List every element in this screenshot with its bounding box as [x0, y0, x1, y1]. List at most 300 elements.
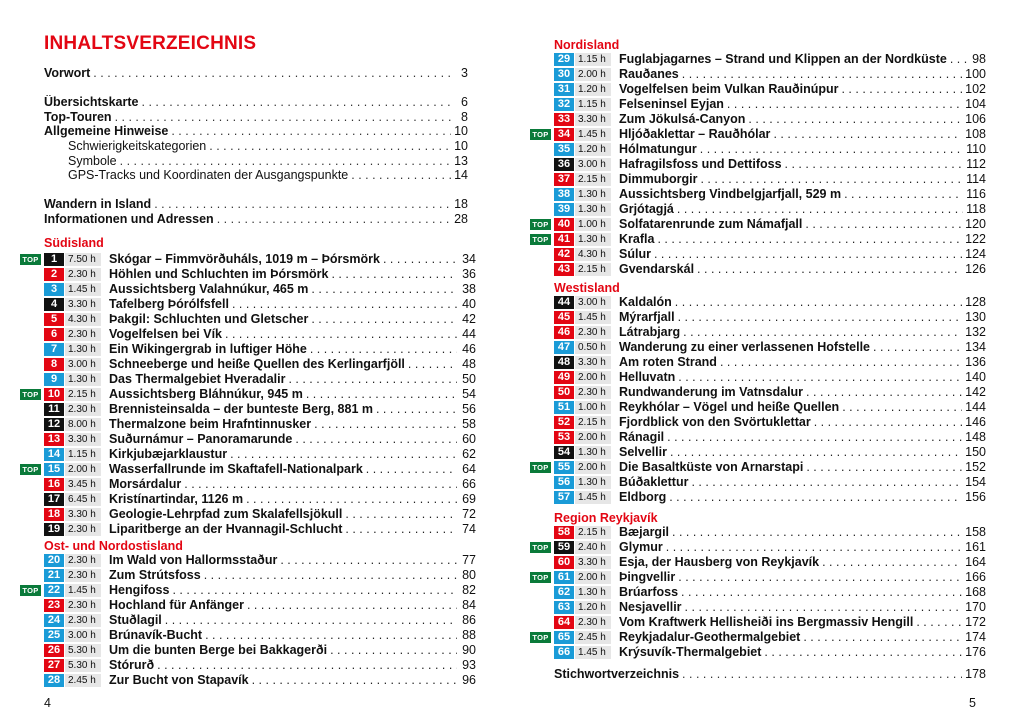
route-title: Nesjavellir — [619, 600, 682, 614]
dot-leader — [669, 490, 962, 505]
dot-leader — [677, 202, 963, 217]
route-entry[interactable] — [532, 127, 986, 142]
dot-leader — [682, 667, 962, 682]
route-duration: 1.00 h — [575, 401, 611, 414]
route-number-badge: 9 — [44, 373, 64, 386]
dot-leader — [773, 127, 962, 142]
route-entry[interactable] — [554, 142, 986, 157]
route-entry[interactable] — [22, 462, 476, 477]
route-title: Krafla — [619, 232, 655, 246]
top-tour-badge: TOP — [530, 542, 551, 553]
route-duration: 4.30 h — [575, 248, 611, 261]
route-title: Solfatarenrunde zum Námafjall — [619, 217, 803, 231]
dot-leader — [232, 297, 457, 312]
entry-page: 10 — [454, 124, 468, 139]
dot-leader — [311, 312, 457, 327]
route-page: 98 — [972, 52, 986, 66]
route-page: 48 — [462, 357, 476, 371]
top-tour-badge: TOP — [530, 129, 551, 140]
route-duration: 3.30 h — [575, 356, 611, 369]
route-number-badge: 20 — [44, 554, 64, 567]
route-entry[interactable] — [532, 460, 986, 475]
route-list-suedisland — [22, 252, 476, 537]
route-page: 146 — [965, 415, 986, 429]
route-entry[interactable] — [554, 97, 986, 112]
route-entry[interactable] — [554, 82, 986, 97]
route-title: Am roten Strand — [619, 355, 717, 369]
route-number-badge: 4 — [44, 298, 64, 311]
route-title: Ein Wikingergrab in luftiger Höhe — [109, 342, 307, 356]
route-entry[interactable] — [554, 475, 986, 490]
dot-leader — [764, 645, 962, 660]
route-entry[interactable] — [44, 327, 476, 342]
route-entry[interactable] — [44, 673, 476, 688]
route-entry[interactable] — [44, 598, 476, 613]
index-entry[interactable] — [554, 667, 986, 682]
route-title: Die Basaltküste von Arnarstapi — [619, 460, 804, 474]
route-page: 122 — [965, 232, 986, 246]
dot-leader — [700, 142, 963, 157]
route-number-badge: 48 — [554, 356, 574, 369]
dot-leader — [366, 462, 457, 477]
route-title: Hafragilsfoss und Dettifoss — [619, 157, 782, 171]
dot-leader — [803, 630, 962, 645]
route-page: 90 — [462, 643, 476, 657]
dot-leader — [748, 112, 962, 127]
route-duration: 1.15 h — [575, 53, 611, 66]
route-title: Wanderung zu einer verlassenen Hofstelle — [619, 340, 870, 354]
route-page: 148 — [965, 430, 986, 444]
dot-leader — [678, 570, 962, 585]
route-entry[interactable] — [554, 310, 986, 325]
route-number-badge: 19 — [44, 523, 64, 536]
route-entry[interactable] — [554, 247, 986, 262]
route-page: 176 — [965, 645, 986, 659]
route-title: Reykjadalur-Geothermalgebiet — [619, 630, 801, 644]
route-page: 166 — [965, 570, 986, 584]
route-number-badge: 1 — [44, 253, 64, 266]
route-number-badge: 39 — [554, 203, 574, 216]
route-title: Zur Bucht von Stapavík — [109, 673, 249, 687]
route-title: Liparitberge an der Hvannagil-Schlucht — [109, 522, 343, 536]
route-entry[interactable] — [44, 643, 476, 658]
route-page: 161 — [965, 540, 986, 554]
spacer — [44, 81, 468, 96]
route-entry[interactable] — [554, 157, 986, 172]
route-entry[interactable] — [44, 357, 476, 372]
route-page: 86 — [462, 613, 476, 627]
entry-page: 14 — [454, 168, 468, 183]
route-duration: 0.50 h — [575, 341, 611, 354]
route-duration: 1.20 h — [575, 83, 611, 96]
dot-leader — [675, 295, 962, 310]
route-duration: 1.30 h — [575, 586, 611, 599]
dot-leader — [822, 555, 962, 570]
route-page: 116 — [966, 187, 986, 201]
route-duration: 1.15 h — [65, 448, 101, 461]
dot-leader — [666, 540, 962, 555]
route-duration: 1.30 h — [65, 373, 101, 386]
front-matter-entry[interactable] — [44, 212, 468, 227]
dot-leader — [306, 387, 457, 402]
route-title: Aussichtsberg Bláhnúkur, 945 m — [109, 387, 303, 401]
route-entry[interactable] — [554, 355, 986, 370]
dot-leader — [950, 52, 967, 67]
route-duration: 4.30 h — [65, 313, 101, 326]
route-number-badge: 55 — [554, 461, 574, 474]
route-page: 82 — [462, 583, 476, 597]
route-page: 38 — [462, 282, 476, 296]
route-entry[interactable] — [554, 325, 986, 340]
route-page: 36 — [462, 267, 476, 281]
route-duration: 2.45 h — [65, 674, 101, 687]
route-number-badge: 17 — [44, 493, 64, 506]
route-number-badge: 6 — [44, 328, 64, 341]
route-entry[interactable] — [44, 417, 476, 432]
route-list-ost-nordostisland — [22, 553, 476, 688]
route-entry[interactable] — [554, 340, 986, 355]
dot-leader — [785, 157, 964, 172]
front-matter-entry[interactable] — [44, 154, 468, 169]
route-page: 142 — [965, 385, 986, 399]
route-entry[interactable] — [44, 432, 476, 447]
route-entry[interactable] — [554, 52, 986, 67]
route-entry[interactable] — [554, 295, 986, 310]
top-tour-badge: TOP — [20, 389, 41, 400]
route-title: Fjordblick von den Svörtuklettar — [619, 415, 811, 429]
route-page: 50 — [462, 372, 476, 386]
route-duration: 1.30 h — [575, 446, 611, 459]
top-tour-badge: TOP — [20, 254, 41, 265]
route-number-badge: 12 — [44, 418, 64, 431]
route-page: 64 — [462, 462, 476, 476]
route-duration: 5.30 h — [65, 644, 101, 657]
route-entry[interactable] — [554, 415, 986, 430]
route-title: Wasserfallrunde im Skaftafell-Nationalpark — [109, 462, 363, 476]
route-page: 72 — [462, 507, 476, 521]
dot-leader — [678, 370, 962, 385]
route-title: Eldborg — [619, 490, 667, 504]
route-page: 174 — [965, 630, 986, 644]
page-number-right: 5 — [969, 696, 976, 710]
route-number-badge: 8 — [44, 358, 64, 371]
route-duration: 3.00 h — [575, 296, 611, 309]
route-entry[interactable] — [44, 477, 476, 492]
route-title: Geologie-Lehrpfad zum Skalafellsjökull — [109, 507, 343, 521]
route-entry[interactable] — [554, 490, 986, 505]
front-matter-entry[interactable] — [44, 95, 468, 110]
dot-leader — [205, 628, 457, 643]
route-duration: 2.30 h — [65, 569, 101, 582]
route-entry[interactable] — [554, 172, 986, 187]
route-entry[interactable] — [44, 492, 476, 507]
route-duration: 2.45 h — [575, 631, 611, 644]
dot-leader — [217, 212, 451, 227]
route-entry[interactable] — [44, 568, 476, 583]
route-duration: 6.45 h — [65, 493, 101, 506]
route-number-badge: 53 — [554, 431, 574, 444]
route-number-badge: 57 — [554, 491, 574, 504]
route-number-badge: 23 — [44, 599, 64, 612]
route-entry[interactable] — [554, 187, 986, 202]
route-title: Kirkjubæjarklaustur — [109, 447, 228, 461]
route-entry[interactable] — [532, 540, 986, 555]
route-entry[interactable] — [44, 507, 476, 522]
dot-leader — [667, 430, 962, 445]
route-entry[interactable] — [22, 252, 476, 267]
route-title: Hljóðaklettar – Rauðhólar — [619, 127, 771, 141]
route-page: 130 — [965, 310, 986, 324]
route-entry[interactable] — [532, 217, 986, 232]
route-title: Brúarfoss — [619, 585, 679, 599]
top-tour-badge: TOP — [530, 234, 551, 245]
route-page: 100 — [965, 67, 986, 81]
route-entry[interactable] — [554, 370, 986, 385]
route-number-badge: 63 — [554, 601, 574, 614]
dot-leader — [844, 187, 963, 202]
route-duration: 3.30 h — [65, 508, 101, 521]
route-number-badge: 5 — [44, 313, 64, 326]
top-tour-badge: TOP — [530, 572, 551, 583]
route-number-badge: 46 — [554, 326, 574, 339]
route-entry[interactable] — [554, 555, 986, 570]
route-number-badge: 16 — [44, 478, 64, 491]
route-number-badge: 34 — [554, 128, 574, 141]
route-title: Selvellir — [619, 445, 667, 459]
route-entry[interactable] — [554, 445, 986, 460]
route-duration: 1.30 h — [575, 203, 611, 216]
route-number-badge: 28 — [44, 674, 64, 687]
dot-leader — [165, 613, 457, 628]
route-page: 96 — [462, 673, 476, 687]
route-entry[interactable] — [44, 267, 476, 282]
route-duration: 1.00 h — [575, 218, 611, 231]
route-entry[interactable] — [44, 342, 476, 357]
route-page: 126 — [965, 262, 986, 276]
route-number-badge: 27 — [44, 659, 64, 672]
dot-leader — [93, 66, 451, 81]
dot-leader — [247, 598, 457, 613]
route-title: Aussichtsberg Vindbelgjarfjall, 529 m — [619, 187, 842, 201]
route-entry[interactable] — [554, 202, 986, 217]
dot-leader — [670, 445, 962, 460]
route-duration: 5.30 h — [65, 659, 101, 672]
route-page: 104 — [965, 97, 986, 111]
route-title: Helluvatn — [619, 370, 676, 384]
route-title: Felseninsel Eyjan — [619, 97, 724, 111]
top-tour-badge: TOP — [20, 464, 41, 475]
route-title: Zum Strútsfoss — [109, 568, 201, 582]
route-page: 154 — [965, 475, 986, 489]
route-entry[interactable] — [554, 615, 986, 630]
route-page: 134 — [965, 340, 986, 354]
route-entry[interactable] — [554, 67, 986, 82]
route-title: Kristínartindar, 1126 m — [109, 492, 244, 506]
route-number-badge: 25 — [44, 629, 64, 642]
route-duration: 7.50 h — [65, 253, 101, 266]
route-page: 156 — [965, 490, 986, 504]
page-number-left: 4 — [44, 696, 51, 710]
route-page: 34 — [462, 252, 476, 266]
route-entry[interactable] — [44, 628, 476, 643]
route-title: Vogelfelsen bei Vík — [109, 327, 223, 341]
spacer — [44, 183, 468, 198]
route-title: Látrabjarg — [619, 325, 681, 339]
entry-title: Wandern in Island — [44, 197, 152, 212]
route-entry[interactable] — [532, 630, 986, 645]
route-title: Reykhólar – Vögel und heiße Quellen — [619, 400, 840, 414]
route-duration: 2.15 h — [65, 388, 101, 401]
route-page: 132 — [965, 325, 986, 339]
route-number-badge: 2 — [44, 268, 64, 281]
route-duration: 3.30 h — [65, 433, 101, 446]
route-entry[interactable] — [554, 585, 986, 600]
entry-page: 13 — [454, 153, 468, 168]
route-duration: 2.15 h — [575, 263, 611, 276]
route-entry[interactable] — [554, 385, 986, 400]
route-number-badge: 59 — [554, 541, 574, 554]
dot-leader — [842, 400, 962, 415]
dot-leader — [310, 342, 457, 357]
route-number-badge: 13 — [44, 433, 64, 446]
route-list-nordisland — [532, 52, 986, 277]
route-number-badge: 41 — [554, 233, 574, 246]
route-number-badge: 66 — [554, 646, 574, 659]
route-number-badge: 37 — [554, 173, 574, 186]
route-title: Brennisteinsalda – der bunteste Berg, 881 m — [109, 402, 373, 416]
route-page: 168 — [965, 585, 986, 599]
front-matter-entry[interactable] — [44, 197, 468, 212]
route-duration: 3.00 h — [65, 629, 101, 642]
route-number-badge: 42 — [554, 248, 574, 261]
dot-leader — [246, 492, 457, 507]
route-page: 46 — [462, 342, 476, 356]
front-matter-entry[interactable] — [44, 124, 468, 139]
route-number-badge: 50 — [554, 386, 574, 399]
dot-leader — [873, 340, 962, 355]
route-entry[interactable] — [554, 400, 986, 415]
front-matter-list — [44, 66, 468, 227]
route-entry[interactable] — [532, 232, 986, 247]
dot-leader — [654, 247, 962, 262]
route-entry[interactable] — [44, 522, 476, 537]
route-duration: 1.15 h — [575, 98, 611, 111]
index-line — [554, 667, 986, 682]
route-number-badge: 33 — [554, 113, 574, 126]
route-page: 42 — [462, 312, 476, 326]
route-page: 128 — [965, 295, 986, 309]
route-title: Mýrarfjall — [619, 310, 675, 324]
route-title: Þingvellir — [619, 570, 676, 584]
route-entry[interactable] — [44, 297, 476, 312]
route-entry[interactable] — [44, 312, 476, 327]
route-number-badge: 52 — [554, 416, 574, 429]
route-page: 124 — [965, 247, 986, 261]
entry-title: GPS-Tracks und Koordinaten der Ausgangspunkte — [68, 168, 349, 183]
route-entry[interactable] — [22, 583, 476, 598]
route-entry[interactable] — [44, 402, 476, 417]
route-title: Schneeberge und heiße Quellen des Kerlingarfjöll — [109, 357, 405, 371]
route-page: 108 — [965, 127, 986, 141]
route-number-badge: 49 — [554, 371, 574, 384]
front-matter-entry[interactable] — [44, 139, 468, 154]
route-duration: 2.00 h — [65, 463, 101, 476]
dot-leader — [672, 525, 962, 540]
dot-leader — [230, 447, 457, 462]
route-entry[interactable] — [44, 282, 476, 297]
route-title: Vom Kraftwerk Hellisheiði ins Bergmassiv Hengill — [619, 615, 914, 629]
top-tour-badge: TOP — [20, 585, 41, 596]
route-page: 84 — [462, 598, 476, 612]
route-page: 80 — [462, 568, 476, 582]
route-entry[interactable] — [44, 613, 476, 628]
section-title-suedisland: Südisland — [44, 236, 104, 250]
route-page: 144 — [965, 400, 986, 414]
front-matter-entry[interactable] — [44, 110, 468, 125]
dot-leader — [727, 97, 962, 112]
route-number-badge: 22 — [44, 584, 64, 597]
route-entry[interactable] — [554, 262, 986, 277]
route-title: Brúnavík-Bucht — [109, 628, 203, 642]
route-number-badge: 47 — [554, 341, 574, 354]
route-number-badge: 61 — [554, 571, 574, 584]
front-matter-entry[interactable] — [44, 168, 468, 183]
route-page: 77 — [462, 553, 476, 567]
route-entry[interactable] — [44, 553, 476, 568]
route-duration: 1.45 h — [65, 584, 101, 597]
dot-leader — [700, 172, 963, 187]
route-title: Dimmuborgir — [619, 172, 698, 186]
route-entry[interactable] — [554, 525, 986, 540]
route-title: Fuglabjagarnes – Strand und Klippen an der Nordküste — [619, 52, 947, 66]
route-entry[interactable] — [44, 372, 476, 387]
route-entry[interactable] — [554, 112, 986, 127]
route-title: Súlur — [619, 247, 651, 261]
route-duration: 1.30 h — [65, 343, 101, 356]
route-number-badge: 43 — [554, 263, 574, 276]
route-entry[interactable] — [554, 645, 986, 660]
dot-leader — [678, 310, 963, 325]
route-number-badge: 62 — [554, 586, 574, 599]
route-duration: 2.15 h — [575, 173, 611, 186]
route-title: Rauðanes — [619, 67, 679, 81]
route-entry[interactable] — [44, 658, 476, 673]
route-duration: 1.30 h — [575, 233, 611, 246]
route-entry[interactable] — [44, 447, 476, 462]
dot-leader — [806, 460, 962, 475]
route-duration: 2.15 h — [575, 416, 611, 429]
route-page: 102 — [965, 82, 986, 96]
route-number-badge: 65 — [554, 631, 574, 644]
route-entry[interactable] — [554, 430, 986, 445]
entry-title: Top-Touren — [44, 109, 112, 124]
dot-leader — [691, 475, 962, 490]
dot-leader — [157, 658, 457, 673]
route-title: Vogelfelsen beim Vulkan Rauðinúpur — [619, 82, 839, 96]
dot-leader — [697, 262, 962, 277]
front-matter-entry[interactable] — [44, 66, 468, 81]
route-duration: 2.40 h — [575, 541, 611, 554]
route-entry[interactable] — [554, 600, 986, 615]
section-title-region-reykjavik: Region Reykjavík — [554, 511, 658, 525]
dot-leader — [331, 267, 457, 282]
dot-leader — [814, 415, 962, 430]
route-entry[interactable] — [532, 570, 986, 585]
route-entry[interactable] — [22, 387, 476, 402]
route-number-badge: 58 — [554, 526, 574, 539]
route-number-badge: 38 — [554, 188, 574, 201]
route-duration: 3.00 h — [575, 158, 611, 171]
